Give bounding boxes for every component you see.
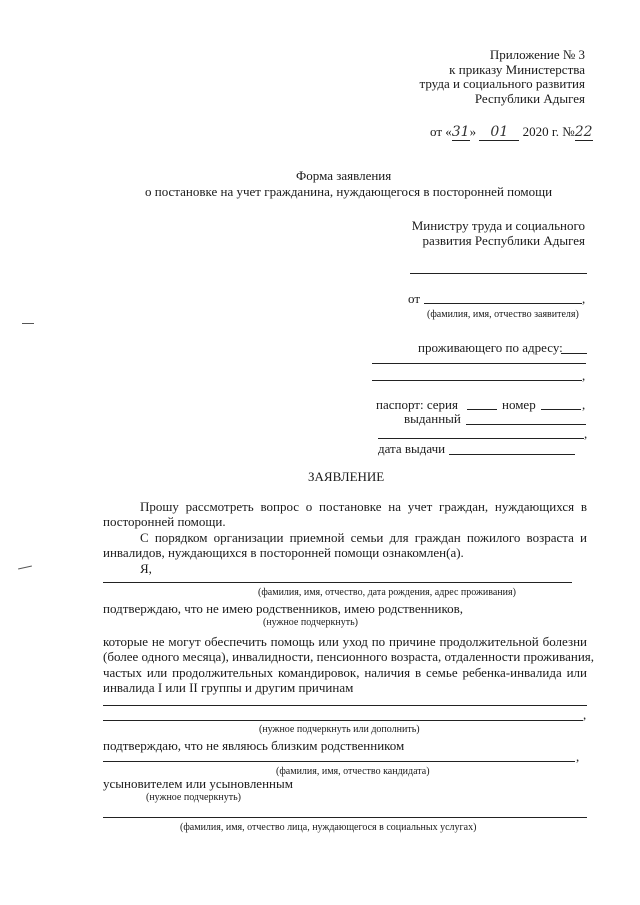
order-number: 22: [574, 124, 593, 140]
from-label: от: [408, 291, 421, 306]
addressee-line-1: Министру труда и социального: [411, 218, 585, 233]
appendix-line-2: к приказу Министерства: [449, 62, 585, 77]
issued-label: выданный: [404, 411, 461, 426]
addressee-line-2: развития Республики Адыгея: [422, 233, 585, 248]
reasons-line-1: которые не могут обеспечить помощь или уход по причине продолжительной болезни: [103, 634, 587, 649]
needy-person-field[interactable]: [103, 817, 587, 818]
scan-mark: [22, 323, 34, 324]
underline-caption-2: (нужное подчеркнуть): [146, 792, 241, 803]
reasons-line-2: (более одного месяца), инвалидности, пенсионного возраста, отдаленности проживания,: [103, 649, 595, 664]
passport-number-field[interactable]: [541, 409, 581, 410]
issue-date-field[interactable]: [449, 454, 575, 455]
comma: ,: [576, 749, 580, 764]
person-details-field[interactable]: [103, 582, 572, 583]
address-field-1[interactable]: [561, 353, 587, 354]
passport-series-field[interactable]: [467, 409, 497, 410]
confirm-relatives-text: подтверждаю, что не имею родственников, имею родственников,: [103, 601, 464, 616]
issue-date-label: дата выдачи: [378, 441, 446, 456]
comma: ,: [582, 291, 586, 306]
reasons-line-4: инвалида I или II группы и другим причинам: [103, 680, 354, 695]
comma: ,: [582, 368, 586, 383]
needy-person-caption: (фамилия, имя, отчество лица, нуждающегося в социальных услугах): [180, 822, 477, 833]
passport-series-label: паспорт: серия: [376, 397, 458, 412]
appendix-line-1: Приложение № 3: [489, 47, 585, 62]
i-label: Я,: [140, 561, 152, 576]
scan-mark: [18, 566, 32, 570]
residing-label: проживающего по адресу:: [418, 340, 563, 355]
form-title-line-1: Форма заявления: [296, 168, 392, 183]
paragraph-1-line-1: Прошу рассмотреть вопрос о постановке на учет граждан, нуждающихся в: [140, 499, 587, 514]
person-details-caption: (фамилия, имя, отчество, дата рождения, адрес проживания): [258, 587, 516, 598]
comma: ,: [582, 397, 586, 412]
appendix-line-4: Республики Адыгея: [474, 91, 585, 106]
order-date-line: от «31» 01 2020 г. №22: [430, 124, 593, 140]
paragraph-2-line-2: инвалидов, нуждающихся в посторонней помощи ознакомлен(а).: [103, 545, 464, 560]
address-field-2[interactable]: [372, 363, 586, 364]
order-month: 01: [479, 125, 519, 141]
paragraph-1-line-2: посторонней помощи.: [103, 514, 226, 529]
applicant-name-field[interactable]: [424, 303, 582, 304]
candidate-name-caption: (фамилия, имя, отчество кандидата): [276, 766, 430, 777]
issued-by-field-1[interactable]: [466, 424, 586, 425]
issued-by-field-2[interactable]: [378, 438, 584, 439]
address-field-3[interactable]: [372, 380, 582, 381]
comma: ,: [584, 426, 588, 441]
underline-or-add-caption: (нужное подчеркнуть или дополнить): [259, 724, 420, 735]
reasons-field-2[interactable]: [103, 720, 583, 721]
appendix-line-3: труда и социального развития: [419, 76, 585, 91]
candidate-name-field[interactable]: [103, 761, 575, 762]
order-day: 31: [451, 124, 470, 140]
statement-title: ЗАЯВЛЕНИЕ: [308, 469, 385, 484]
underline-caption: (нужное подчеркнуть): [263, 617, 358, 628]
paragraph-2-line-1: С порядком организации приемной семьи для граждан пожилого возраста и: [140, 530, 587, 545]
confirm-not-relative-text: подтверждаю, что не являюсь близким родственником: [103, 738, 405, 753]
form-title-line-2: о постановке на учет гражданина, нуждающегося в посторонней помощи: [145, 184, 553, 199]
comma: ,: [583, 707, 587, 722]
reasons-line-3: частых или продолжительных командировок, наличия в семье ребенка-инвалида или: [103, 665, 587, 680]
blank-line[interactable]: [410, 273, 587, 274]
applicant-name-caption: (фамилия, имя, отчество заявителя): [427, 309, 579, 320]
passport-number-label: номер: [502, 397, 536, 412]
reasons-field-1[interactable]: [103, 705, 587, 706]
adopter-text: усыновителем или усыновленным: [103, 776, 293, 791]
